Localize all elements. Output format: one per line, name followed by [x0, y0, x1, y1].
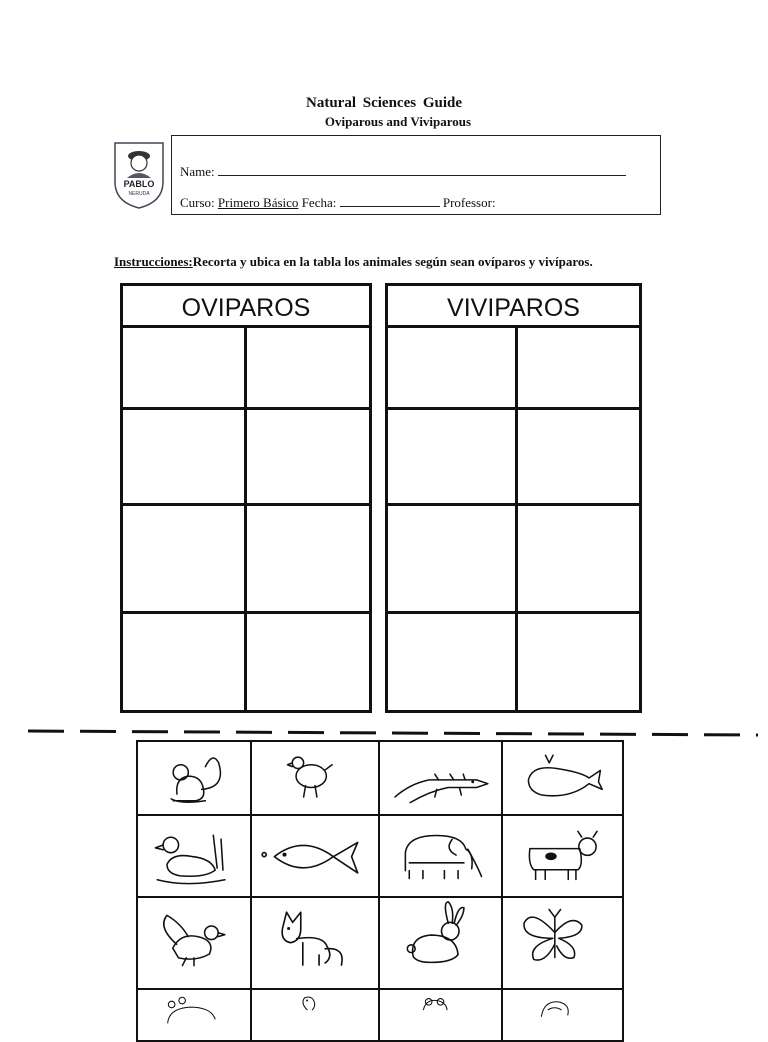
page-subtitle: Oviparous and Viviparous [324, 114, 472, 129]
animal-card[interactable] [378, 740, 503, 816]
oviparos-header: OVIPAROS [120, 283, 372, 328]
cow-icon [503, 816, 622, 896]
animal-card[interactable] [378, 896, 503, 990]
animal-card[interactable] [136, 988, 252, 1042]
cut-line [28, 727, 758, 737]
grid-line [123, 611, 369, 614]
animal-card[interactable] [501, 988, 624, 1042]
animal-card[interactable] [501, 814, 624, 898]
duck-icon [138, 816, 250, 896]
animal-card[interactable] [378, 814, 503, 898]
oviparos-grid [120, 325, 372, 713]
grid-line [123, 407, 369, 410]
viviparos-grid [385, 325, 642, 713]
viviparos-header: VIVIPAROS [385, 283, 642, 328]
elephant-icon [380, 816, 501, 896]
grid-line [388, 407, 639, 410]
crocodile-icon [380, 742, 501, 814]
animal-card[interactable] [250, 896, 380, 990]
oviparos-table [120, 283, 372, 713]
instructions-label: Instrucciones: [114, 254, 193, 269]
grid-line [123, 503, 369, 506]
curso-row [180, 195, 496, 211]
grid-line [515, 328, 518, 710]
bird-icon [138, 898, 250, 988]
curso-value: Primero Básico [217, 195, 299, 210]
grid-line [388, 503, 639, 506]
fecha-label: Fecha: [301, 195, 337, 210]
instructions [114, 254, 593, 270]
curso-label: Curso: [180, 195, 215, 210]
grid-line [388, 611, 639, 614]
animal-card[interactable] [250, 988, 380, 1042]
butterfly-icon [503, 898, 622, 988]
viviparos-table [385, 283, 642, 713]
rabbit-icon [380, 898, 501, 988]
name-field[interactable] [218, 164, 626, 176]
school-crest-icon [112, 140, 166, 210]
squirrel-icon [138, 742, 250, 814]
instructions-text: Recorta y ubica en la tabla los animales según sean ovíparos y vivíparos. [192, 254, 593, 269]
fish-icon [252, 816, 378, 896]
animal-card[interactable] [501, 896, 624, 990]
animal-card[interactable] [250, 740, 380, 816]
animal-card[interactable] [136, 740, 252, 816]
fox-icon [252, 898, 378, 988]
name-row [180, 164, 626, 180]
student-info-box [171, 135, 661, 215]
fecha-field[interactable] [340, 195, 440, 207]
whale-icon [503, 742, 622, 814]
logo-text: PABLO [123, 179, 155, 189]
animal-card[interactable] [136, 814, 252, 898]
grid-line [244, 328, 247, 710]
animal-card[interactable] [136, 896, 252, 990]
frog-icon [380, 990, 501, 1040]
logo-subtext: NERUDA [128, 191, 150, 197]
animal-card[interactable] [501, 740, 624, 816]
animal-cutouts [136, 740, 622, 1030]
animal-card[interactable] [250, 814, 380, 898]
animal-card[interactable] [378, 988, 503, 1042]
penguin-icon [252, 990, 378, 1040]
lion-icon [503, 990, 622, 1040]
chicken-icon [252, 742, 378, 814]
name-label: Name: [180, 164, 215, 179]
page-title: Natural Sciences Guide [306, 95, 462, 111]
bear-icon [138, 990, 250, 1040]
professor-label: Professor: [442, 195, 496, 210]
